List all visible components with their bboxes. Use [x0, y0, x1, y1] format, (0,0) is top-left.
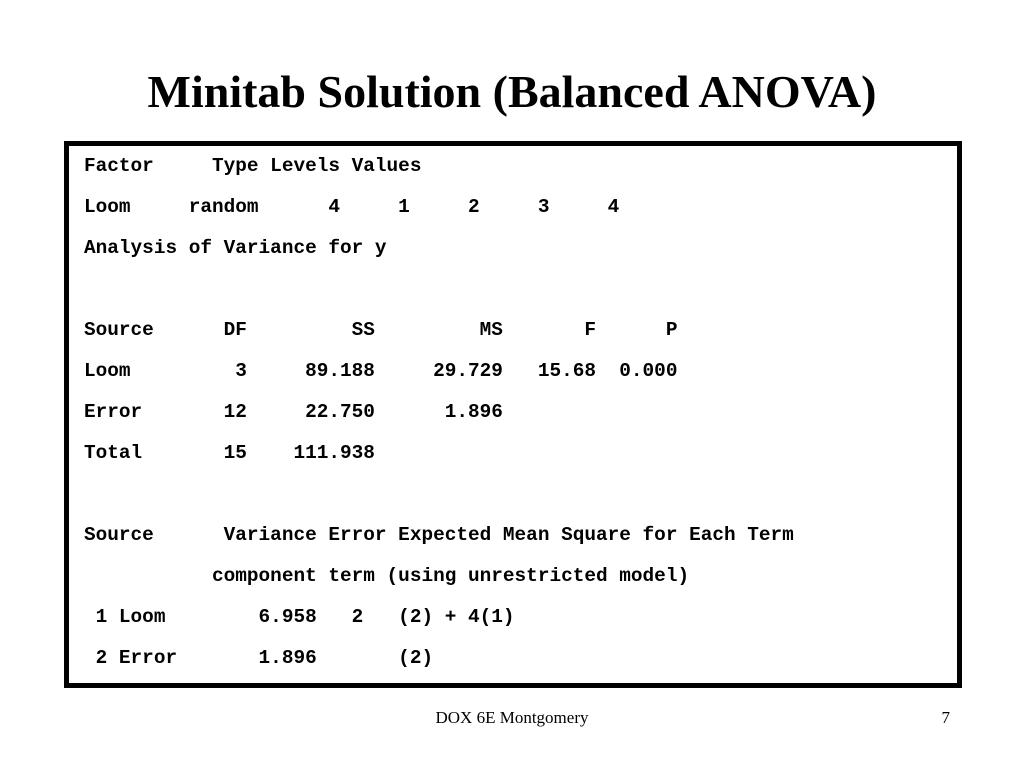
output-line-anova-error: Error 12 22.750 1.896	[84, 401, 503, 423]
page-number: 7	[941, 708, 950, 727]
output-line-anova-title: Analysis of Variance for y	[84, 237, 387, 259]
slide-title: Minitab Solution (Balanced ANOVA)	[147, 66, 877, 117]
footer-text: DOX 6E Montgomery	[435, 708, 589, 727]
output-line-ems-loom: 1 Loom 6.958 2 (2) + 4(1)	[84, 606, 515, 628]
output-line-ems-header-2: component term (using unrestricted model)	[84, 565, 690, 587]
output-line-ems-error: 2 Error 1.896 (2)	[84, 647, 434, 669]
minitab-output-box	[64, 141, 962, 688]
output-line-ems-header-1: Source Variance Error Expected Mean Square for Each Term	[84, 524, 794, 546]
output-line-factor-header: Factor Type Levels Values	[84, 155, 422, 177]
output-line-anova-loom: Loom 3 89.188 29.729 15.68 0.000	[84, 360, 678, 382]
output-line-loom-factor: Loom random 4 1 2 3 4	[84, 196, 620, 218]
output-line-anova-total: Total 15 111.938	[84, 442, 375, 464]
output-line-anova-header: Source DF SS MS F P	[84, 319, 678, 341]
